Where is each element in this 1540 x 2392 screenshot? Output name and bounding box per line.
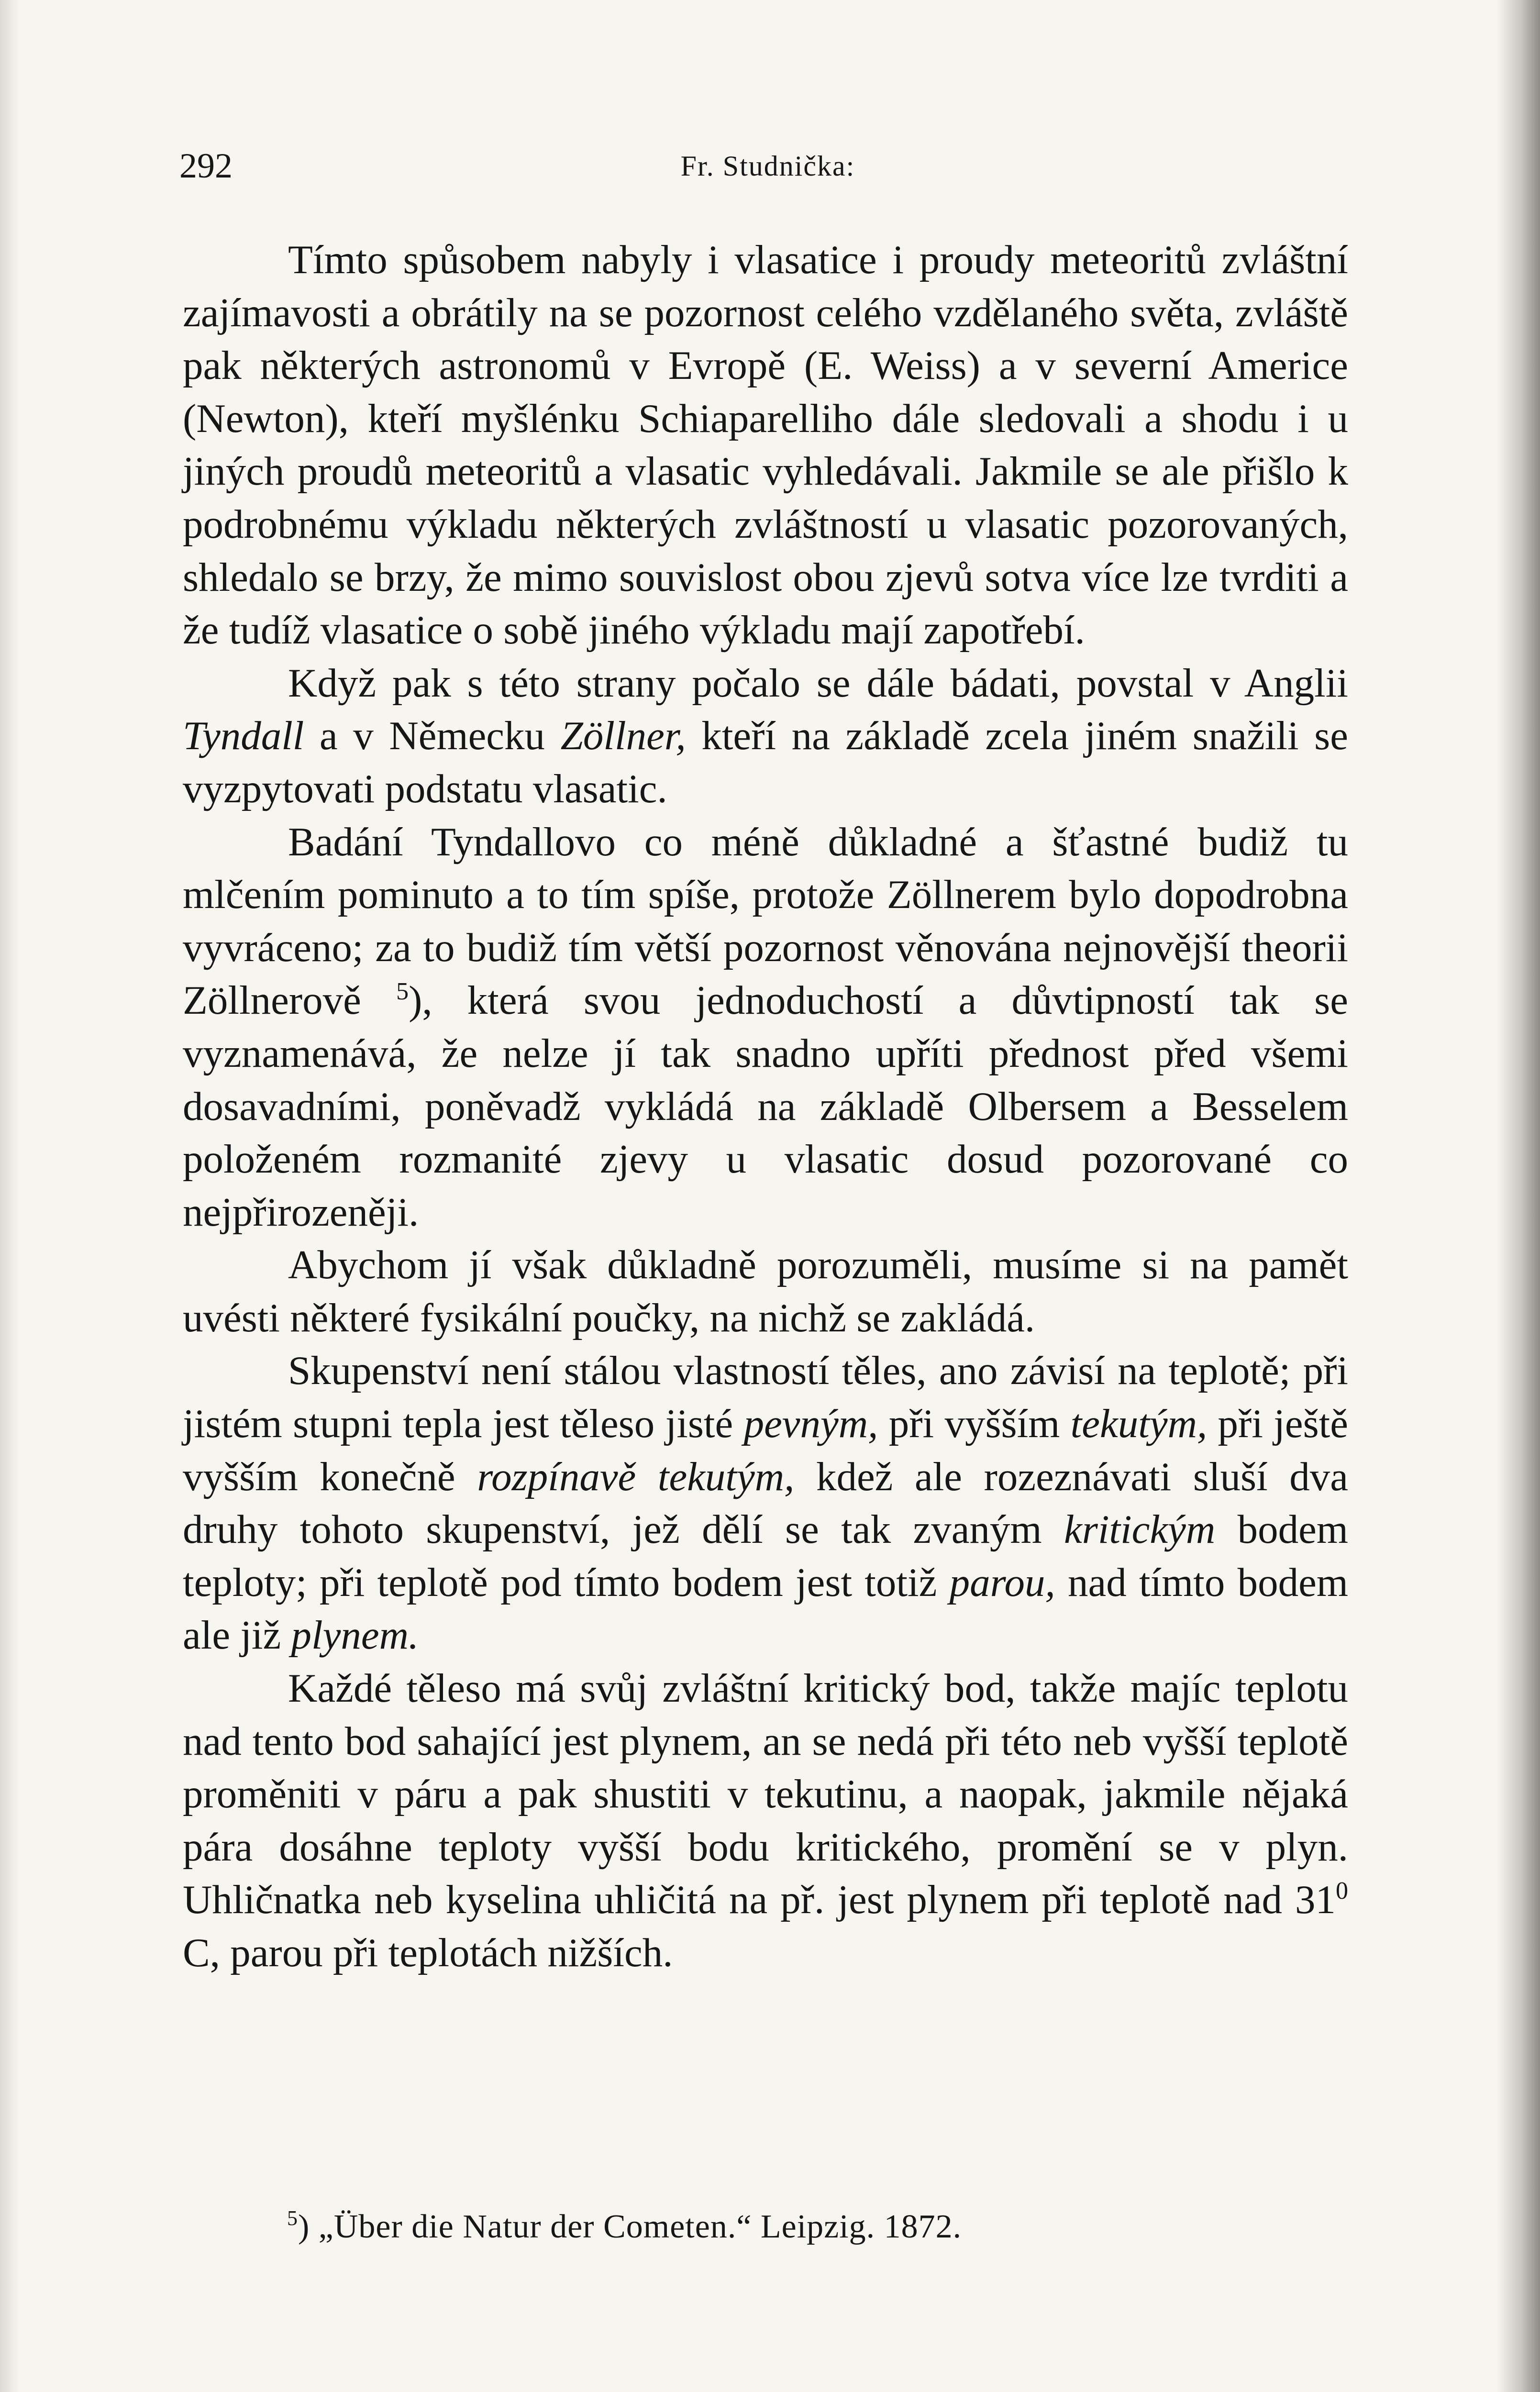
- paragraph-text: nad tímto bodem ale již: [183, 1560, 1348, 1658]
- paragraph-1: [183, 233, 1348, 657]
- degree-sign: 0: [1336, 1877, 1348, 1905]
- paragraph-text: Každé těleso má svůj zvláštní kritický bod, takže majíc teplotu nad tento bod sahající jest plynem, an se nedá při této neb vyšší teplotě proměniti v páru a pak shustiti v tekutinu, a naopak, jakmile nějaká pára dosáhne teploty vyšší bodu kritického, promění se v plyn. Uhličnatka neb kyselina uhličitá na př. jest plynem při teplotě nad 31: [183, 1666, 1348, 1923]
- paragraph-text: při ještě vyšším konečně: [183, 1401, 1349, 1499]
- paragraph-text: Tímto spůsobem nabyly i vlasatice i proudy meteoritů zvláštní zajímavosti a obrátily na se pozornost celého vzdělaného světa, zvláště pak některých astronomů v Evropě (E. Weiss) a v severní Americe (Newton), kteří myšlénku Schiaparelliho dále sledovali a shodu i u jiných proudů meteoritů a vlasatic vyhledávali. Jakmile se ale přišlo k podrobnému výkladu některých zvláštností u vlasatic pozorovaných, shledalo se brzy, že mimo souvislost obou zjevů sotva více lze tvrditi a že tudíž vlasatice o sobě jiného výkladu mají zapotřebí.: [183, 237, 1348, 653]
- paragraph-6: [183, 1662, 1348, 1980]
- paragraph-text: bodem teploty; při teplotě pod tímto bodem jest totiž: [183, 1507, 1348, 1605]
- term-tekutym: tekutým,: [1070, 1401, 1208, 1447]
- footnote-text: ) „Über die Natur der Cometen.“ Leipzig. 1872.: [298, 2208, 962, 2245]
- paragraph-text: C, parou při teplotách nižších.: [183, 1930, 673, 1975]
- paragraph-text: kteří na základě zcela jiném snažili se vyzpytovati podstatu vlasatic.: [183, 713, 1348, 811]
- paragraph-text: Abychom jí však důkladně porozuměli, musíme si na pamět uvésti některé fysikální poučky, na nichž se zakládá.: [183, 1242, 1348, 1340]
- paragraph-text: Skupenství není stálou vlastností těles, ano závisí na teplotě; při jistém stupni tepla jest těleso jisté: [183, 1348, 1348, 1447]
- paragraph-text: ), která svou jednoduchostí a důvtipností tak se vyznamenává, že nelze jí tak snadno upříti přednost před všemi dosavadními, poněvadž vykládá na základě Olbersem a Besselem položeném rozmanité zjevy u vlasatic dosud pozorované co nejpřirozeněji.: [183, 978, 1348, 1235]
- name-tyndall: Tyndall: [183, 713, 304, 759]
- footnote-marker: 5: [287, 2206, 298, 2230]
- term-parou: parou,: [949, 1560, 1055, 1605]
- name-zollner: Zöllner,: [560, 713, 686, 759]
- page-right-edge: [1497, 0, 1540, 2392]
- paragraph-text: kdež ale rozeznávati sluší dva druhy tohoto skupenství, jež dělí se tak zvaným: [183, 1454, 1349, 1552]
- paragraph-text: a v Německu: [304, 713, 561, 759]
- footnote: [287, 2201, 1340, 2253]
- paragraph-text: Když pak s této strany počalo se dále bádati, povstal v Anglii: [288, 660, 1348, 706]
- paragraph-2: [183, 657, 1348, 816]
- page-left-shadow: [0, 0, 19, 2392]
- paragraph-5: [183, 1344, 1348, 1662]
- term-pevnym: pevným,: [743, 1401, 878, 1447]
- page-number: 292: [179, 146, 233, 186]
- term-rozpinave-tekutym: rozpínavě tekutým,: [477, 1454, 795, 1499]
- paragraph-4: [183, 1239, 1348, 1344]
- paragraph-text: při vyšším: [878, 1401, 1071, 1447]
- running-head: Fr. Studnička:: [680, 150, 855, 182]
- footnote-reference: 5: [396, 978, 409, 1006]
- term-kritickym: kritickým: [1064, 1507, 1216, 1552]
- paragraph-text: Badání Tyndallovo co méně důkladné a šťastné budiž tu mlčením pominuto a to tím spíše, protože Zöllnerem bylo dopodrobna vyvráceno; za to budiž tím větší pozornost věnována nejnovější theorii Zöllnerově: [183, 819, 1348, 1023]
- term-plynem: plynem.: [291, 1613, 419, 1658]
- body-text: [183, 233, 1348, 1980]
- page-header: [179, 140, 1356, 192]
- paragraph-3: [183, 816, 1348, 1239]
